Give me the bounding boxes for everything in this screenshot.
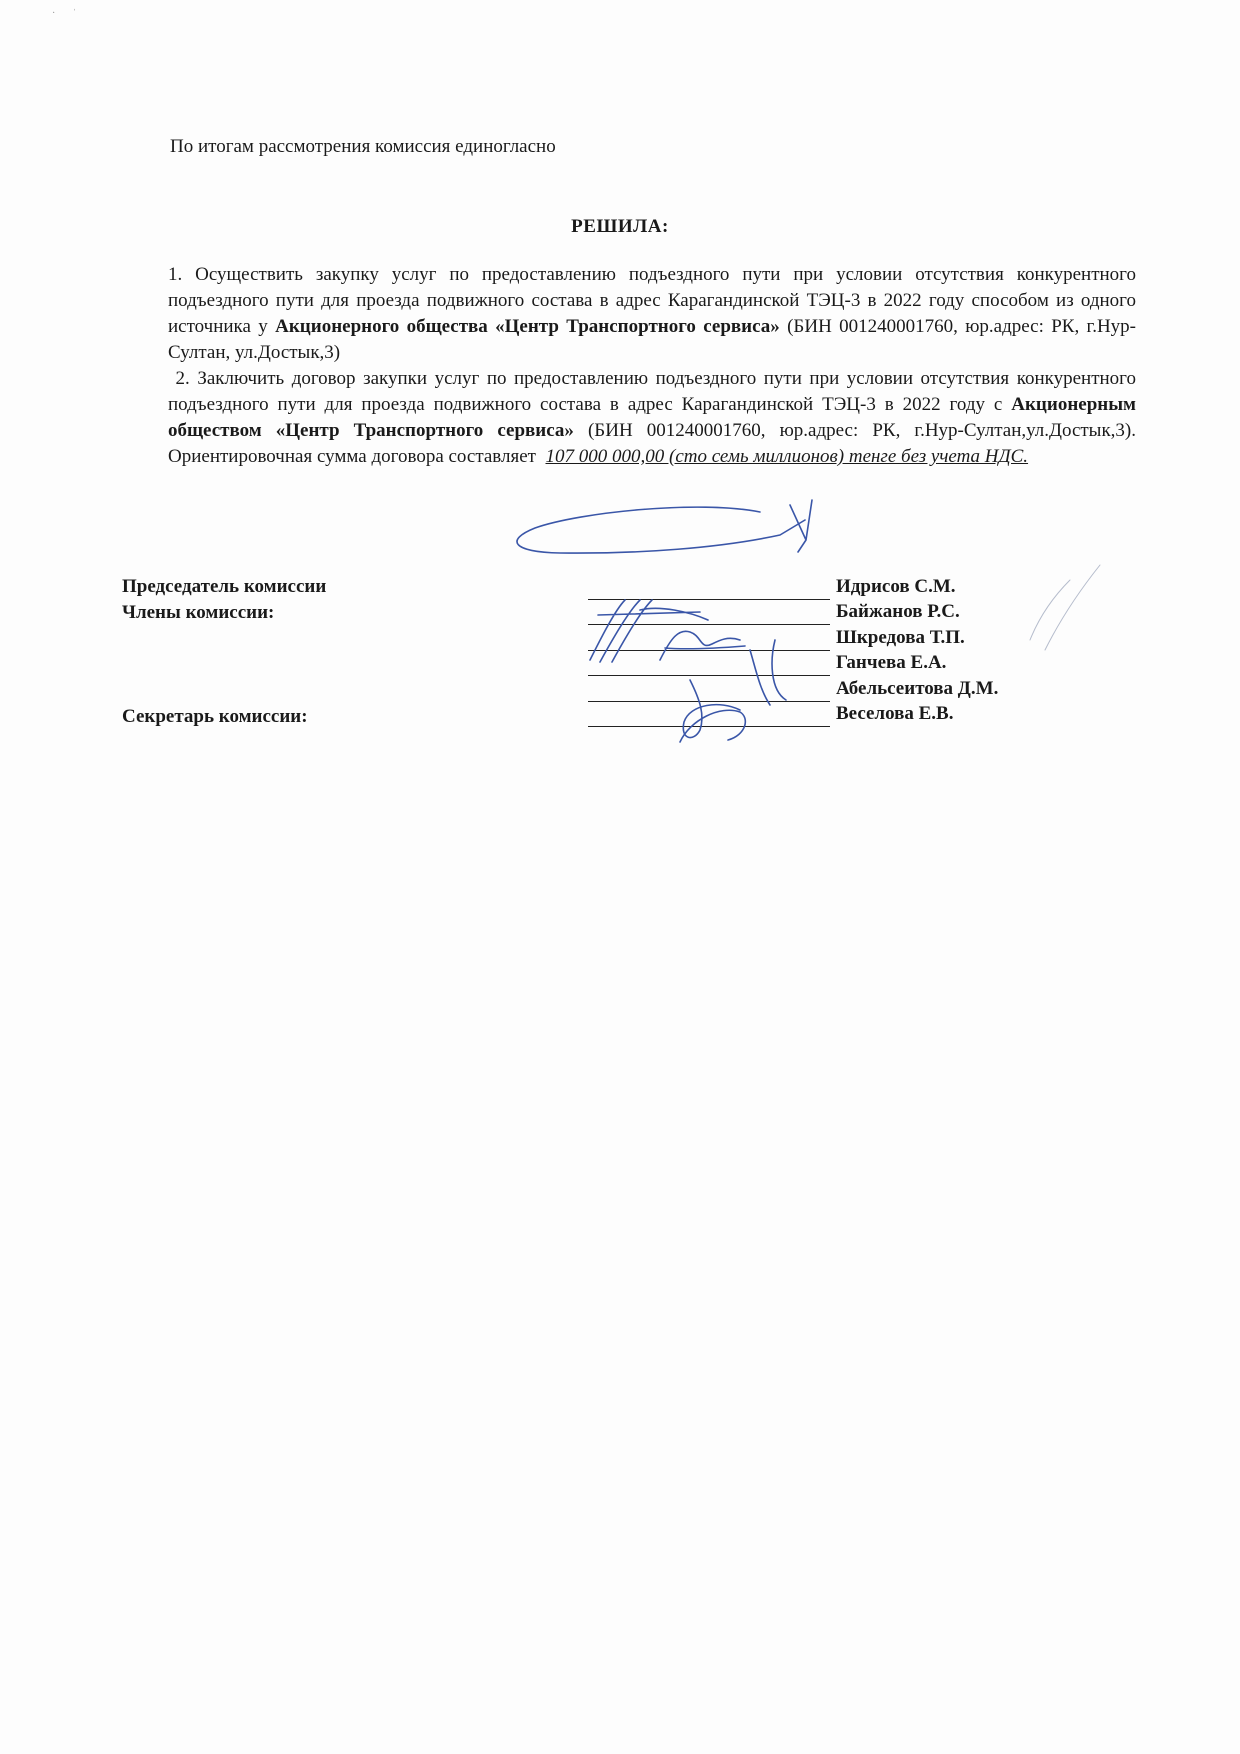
signature-line [588, 650, 830, 651]
item1-text-b: (БИН 001240001760, юр.адрес: РК, г.Нур-Султан, ул.Достык,3) [168, 316, 1137, 363]
signature-line [588, 599, 830, 600]
members-label: Члены комиссии: [122, 602, 275, 623]
member-name: Ганчева Е.А. [836, 652, 947, 673]
member-name: Идрисов С.М. [836, 576, 956, 597]
decision-body [168, 262, 1136, 470]
member-name: Веселова Е.В. [836, 703, 954, 724]
signature-chairman [517, 500, 812, 553]
decision-item-1 [168, 262, 1136, 366]
signature-member-4 [683, 680, 740, 738]
contract-amount: 107 000 000,00 (сто семь миллионов) тенге без учета НДС. [545, 446, 1029, 467]
member-name: Абельсеитова Д.М. [836, 678, 999, 699]
item2-company: Акционерным обществом «Центр Транспортного сервиса» [168, 394, 1136, 441]
item1-text-a: 1. Осуществить закупку услуг по предоставлению подъездного пути при условии отсутствия конкурентного подъездного пути для проезда подвижного состава в адрес Карагандинской ТЭЦ-3 в 2022 году способом из одного источника у [168, 264, 1136, 337]
item1-company: Акционерного общества «Центр Транспортного сервиса» [275, 316, 780, 337]
signature-member-1 [590, 600, 708, 662]
member-name: Байжанов Р.С. [836, 601, 960, 622]
signature-margin [1030, 565, 1100, 650]
signature-line [588, 675, 830, 676]
signature-member-2 [660, 631, 745, 660]
item2-text-b: (БИН 001240001760, юр.адрес: РК, г.Нур-Султан,ул.Достык,3). Ориентировочная сумма договора составляет [168, 420, 1137, 467]
intro-text: По итогам рассмотрения комиссия единогласно [170, 136, 556, 157]
signature-line [588, 624, 830, 625]
chairman-label: Председатель комиссии [122, 576, 327, 597]
item2-text-a: 2. Заключить договор закупки услуг по предоставлению подъездного пути при условии отсутствия конкурентного подъездного пути для проезда подвижного состава в адрес Карагандинской ТЭЦ-3 в 2022 году с [168, 368, 1136, 415]
signature-line [588, 726, 830, 727]
scan-speck: · ˈ [52, 8, 77, 19]
secretary-label: Секретарь комиссии: [122, 706, 308, 727]
signature-line [588, 701, 830, 702]
member-name: Шкредова Т.П. [836, 627, 965, 648]
decision-item-2 [168, 366, 1136, 470]
decision-heading: РЕШИЛА: [571, 216, 669, 237]
